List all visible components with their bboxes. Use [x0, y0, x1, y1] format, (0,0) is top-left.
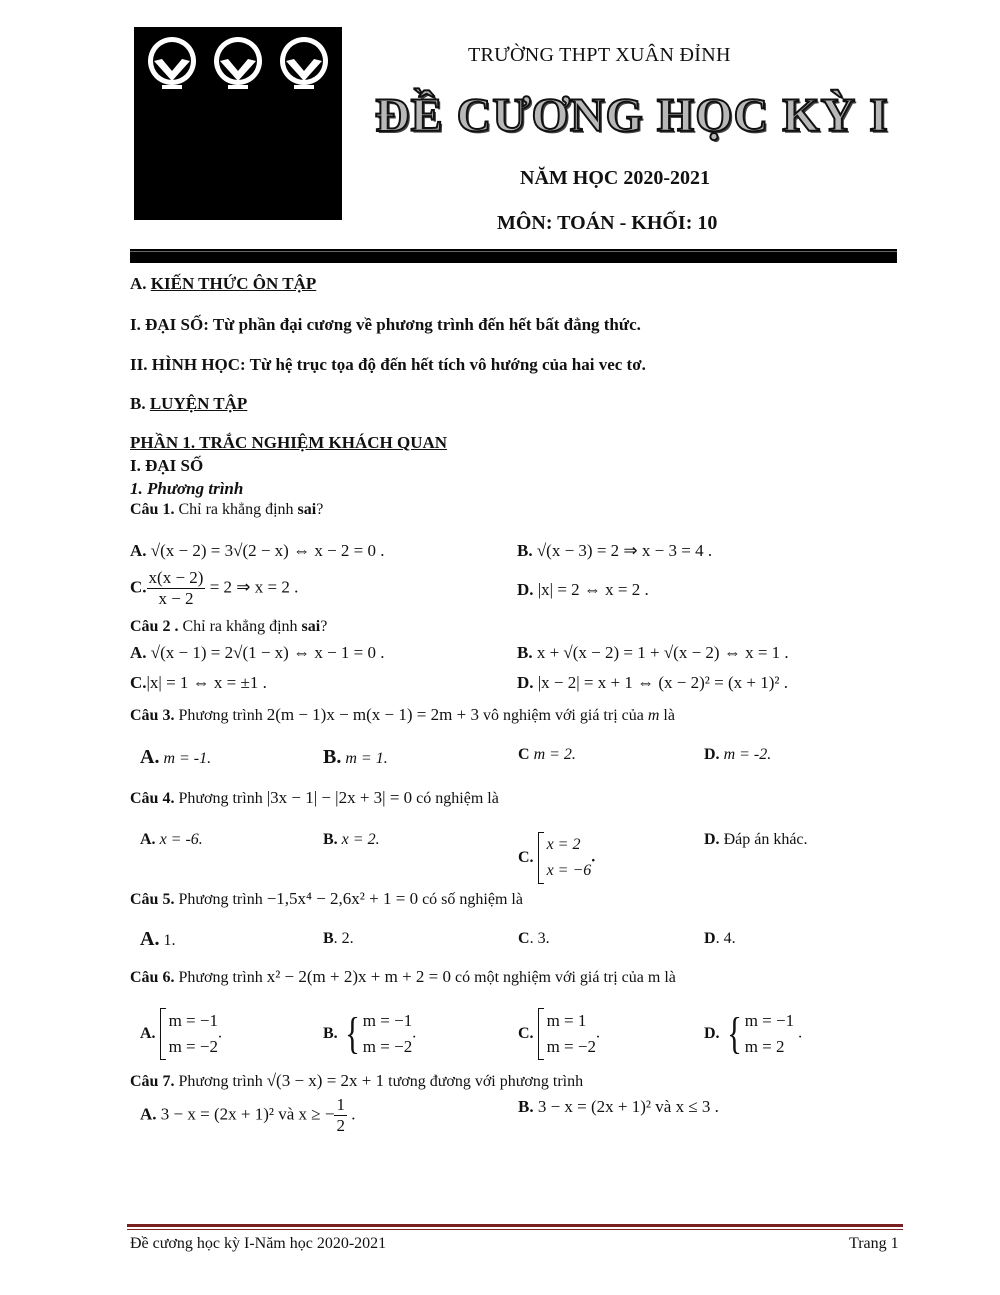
question-7	[130, 1071, 583, 1091]
question-end: ?	[320, 618, 328, 635]
option-text: 3 − x = (2x + 1)²	[160, 1104, 274, 1124]
option-text: . 4.	[715, 930, 736, 947]
solution-line: m = −2	[362, 1037, 413, 1056]
section-a-title: KIẾN THỨC ÔN TẬP	[150, 274, 317, 293]
option-letter: A.	[130, 541, 147, 560]
option-text: x = 2.	[341, 831, 380, 848]
question-equation: x² − 2(m + 2)x + m + 2 = 0	[266, 967, 452, 986]
option-letter: D.	[517, 580, 534, 599]
section-b-prefix: B.	[130, 394, 150, 413]
question-text: Phương trình	[174, 707, 267, 724]
option-text: |x − 2| = x + 1 ⇔ (x − 2)² = (x + 1)² .	[537, 673, 788, 692]
school-seal-icon	[142, 33, 202, 99]
option-letter: B.	[323, 746, 342, 768]
q2-option-c	[130, 673, 267, 693]
q4-option-d	[704, 831, 808, 849]
q2-option-b	[517, 643, 789, 663]
q1-option-a	[130, 541, 385, 561]
option-text: m = -1.	[163, 750, 212, 767]
option-letter: A.	[140, 746, 160, 768]
question-5	[130, 889, 523, 909]
question-text: là	[659, 707, 675, 724]
solution-line: x = 2	[546, 836, 581, 853]
option-letter: A.	[140, 831, 156, 848]
option-text: 1.	[163, 932, 176, 949]
school-name: TRƯỜNG THPT XUÂN ĐỈNH	[468, 44, 731, 66]
q6-option-b: B. { m = −1 m = −2 .	[323, 1009, 417, 1058]
option-text: |x| = 1 ⇔ x = ±1 .	[146, 673, 267, 692]
fraction	[147, 568, 206, 609]
school-year: NĂM HỌC 2020-2021	[520, 167, 710, 189]
option-letter: D.	[704, 746, 720, 763]
curly-brace-icon: {	[344, 1009, 360, 1058]
option-letter: C.	[130, 673, 147, 692]
option-letter: C	[518, 930, 530, 947]
question-label: Câu 4.	[130, 790, 175, 807]
option-letter: B.	[517, 643, 533, 662]
option-letter: B.	[323, 1025, 338, 1042]
option-text: x + √(x − 2) = 1 + √(x − 2) ⇔ x = 1 .	[536, 643, 789, 662]
page-number: Trang 1	[849, 1235, 899, 1252]
q7-option-b	[518, 1097, 719, 1117]
option-text: x = -6.	[159, 831, 203, 848]
solution-set	[363, 1008, 412, 1060]
q4-option-c: C. x = 2 x = −6 .	[518, 832, 595, 884]
question-label: Câu 2 .	[130, 618, 179, 635]
solution-line: m = −1	[744, 1011, 795, 1030]
option-letter: A.	[140, 1025, 156, 1042]
q5-option-d	[704, 930, 736, 948]
option-letter: A.	[140, 928, 160, 950]
section-a-geometry: II. HÌNH HỌC: Từ hệ trục tọa độ đến hết tích vô hướng của hai vec tơ.	[130, 355, 646, 374]
solution-line: m = −2	[546, 1037, 596, 1056]
section-b-heading	[130, 394, 247, 414]
option-letter: C.	[518, 849, 534, 866]
q1-option-c	[130, 568, 298, 609]
question-text: Phương trình	[174, 891, 267, 908]
question-end: ?	[316, 501, 324, 518]
option-letter: D.	[704, 1025, 720, 1042]
question-2	[130, 618, 327, 636]
question-emphasis: sai	[301, 618, 321, 635]
solution-line: m = 2	[744, 1037, 785, 1056]
question-text: có nghiệm là	[412, 790, 499, 807]
option-letter: C	[518, 746, 530, 763]
option-letter: C.	[518, 1025, 534, 1042]
section-b-title: LUYỆN TẬP	[149, 394, 248, 413]
fraction-denominator: 2	[336, 1116, 345, 1135]
option-text: = 2 ⇒ x = 2 .	[205, 577, 299, 597]
q5-option-b	[323, 930, 354, 948]
option-text: . 3.	[529, 930, 550, 947]
solution-line: m = −1	[168, 1011, 218, 1030]
q6-option-a: A. m = −1 m = −2 .	[140, 1008, 222, 1060]
question-equation: |3x − 1| − |2x + 3| = 0	[266, 788, 413, 807]
option-letter: D	[704, 930, 716, 947]
question-variable: m	[647, 707, 660, 724]
topic-heading: 1. Phương trình	[130, 479, 244, 498]
question-label: Câu 3.	[130, 707, 175, 724]
question-1	[130, 501, 323, 519]
solution-line: x = −6	[546, 862, 592, 879]
q2-option-d	[517, 673, 788, 693]
q6-option-d: D. { m = −1 m = 2 .	[704, 1009, 803, 1058]
q5-option-a	[140, 928, 175, 951]
fraction	[334, 1095, 347, 1136]
algebra-heading: I. ĐẠI SỐ	[130, 456, 204, 475]
school-seal-icon	[274, 33, 334, 99]
section-a-prefix: A.	[130, 274, 151, 293]
q5-option-c	[518, 930, 550, 948]
option-text: x ≥ −	[298, 1104, 335, 1124]
school-logo	[134, 27, 342, 220]
footer-title: Đề cương học kỳ I-Năm học 2020-2021	[130, 1235, 387, 1252]
option-text: m = -2.	[723, 746, 772, 763]
question-equation: 2(m − 1)x − m(x − 1) = 2m + 3	[266, 705, 479, 724]
section-a-algebra: I. ĐẠI SỐ: Từ phần đại cương về phương trình đến hết bất đẳng thức.	[130, 315, 641, 334]
option-text: . 2.	[333, 930, 354, 947]
option-text: √(x − 3) = 2 ⇒ x − 3 = 4 .	[536, 541, 713, 560]
footer-divider	[127, 1224, 903, 1227]
header-divider	[130, 249, 897, 263]
option-text: √(x − 2) = 3√(2 − x) ⇔ x − 2 = 0 .	[150, 541, 385, 560]
option-letter: C.	[130, 577, 147, 597]
q4-option-a	[140, 831, 203, 849]
question-text: Phương trình	[174, 790, 267, 807]
question-text: vô nghiệm với giá trị của	[478, 707, 648, 724]
solution-set	[160, 1008, 218, 1060]
fraction-numerator: x(x − 2)	[148, 568, 204, 587]
option-letter: D.	[704, 831, 720, 848]
option-text: m = 1.	[345, 750, 388, 767]
solution-line: m = −1	[362, 1011, 413, 1030]
option-text: và	[651, 1097, 676, 1116]
question-equation: √(3 − x) = 2x + 1	[266, 1071, 385, 1090]
question-text: Chỉ ra khẳng định	[178, 618, 302, 635]
option-letter: B.	[323, 831, 338, 848]
footer-divider-thin	[127, 1229, 903, 1230]
option-text: m = 2.	[533, 746, 576, 763]
q3-option-c	[518, 746, 576, 764]
question-4	[130, 788, 499, 808]
school-seal-icon	[208, 33, 268, 99]
fraction-denominator: x − 2	[158, 589, 194, 608]
option-letter: B.	[517, 541, 533, 560]
q6-option-c: C. m = 1 m = −2 .	[518, 1008, 600, 1060]
section-a-heading	[130, 274, 316, 294]
solution-line: m = −2	[168, 1037, 218, 1056]
question-text: tương đương với phương trình	[384, 1073, 584, 1090]
option-letter: B	[323, 930, 334, 947]
q7-option-a: A. 3 − x = (2x + 1)² và x ≥ − $\frac{1}{2}$ .	[140, 1095, 356, 1135]
solution-line: m = 1	[546, 1011, 587, 1030]
document-title: ĐỀ CƯƠNG HỌC KỲ I	[375, 89, 889, 142]
q3-option-b	[323, 746, 388, 769]
option-letter: B.	[518, 1097, 534, 1116]
part1-heading: PHẦN 1. TRẮC NGHIỆM KHÁCH QUAN	[130, 433, 448, 452]
question-label: Câu 6.	[130, 969, 175, 986]
question-text: có số nghiệm là	[418, 891, 523, 908]
q1-option-d	[517, 580, 649, 600]
q3-option-a	[140, 746, 211, 769]
q4-option-b	[323, 831, 380, 849]
question-emphasis: sai	[297, 501, 317, 518]
q2-option-a	[130, 643, 385, 663]
solution-set	[745, 1008, 794, 1060]
option-text: |x| = 2 ⇔ x = 2 .	[537, 580, 649, 599]
solution-set	[538, 832, 592, 884]
q1-option-b	[517, 541, 712, 561]
option-text: 3 − x = (2x + 1)²	[537, 1097, 652, 1116]
option-text: Đáp án khác.	[723, 831, 808, 848]
option-text: x ≤ 3 .	[675, 1097, 719, 1116]
option-letter: A.	[130, 643, 147, 662]
question-text: Phương trình	[174, 969, 267, 986]
option-letter: D.	[517, 673, 534, 692]
question-label: Câu 7.	[130, 1073, 175, 1090]
question-equation: −1,5x⁴ − 2,6x² + 1 = 0	[266, 889, 419, 908]
option-text: và	[273, 1104, 299, 1124]
question-text: Chỉ ra khẳng định	[174, 501, 298, 518]
solution-set	[538, 1008, 596, 1060]
question-3	[130, 705, 675, 725]
question-text: có một nghiệm với giá trị của m là	[451, 969, 676, 986]
option-text: √(x − 1) = 2√(1 − x) ⇔ x − 1 = 0 .	[150, 643, 385, 662]
option-letter: A.	[140, 1104, 157, 1124]
curly-brace-icon: {	[726, 1009, 742, 1058]
fraction-numerator: 1	[336, 1095, 345, 1114]
q3-option-d	[704, 746, 771, 764]
question-text: Phương trình	[174, 1073, 267, 1090]
question-label: Câu 5.	[130, 891, 175, 908]
question-label: Câu 1.	[130, 501, 175, 518]
question-6	[130, 967, 676, 987]
subject-grade: MÔN: TOÁN - KHỐI: 10	[497, 212, 718, 234]
